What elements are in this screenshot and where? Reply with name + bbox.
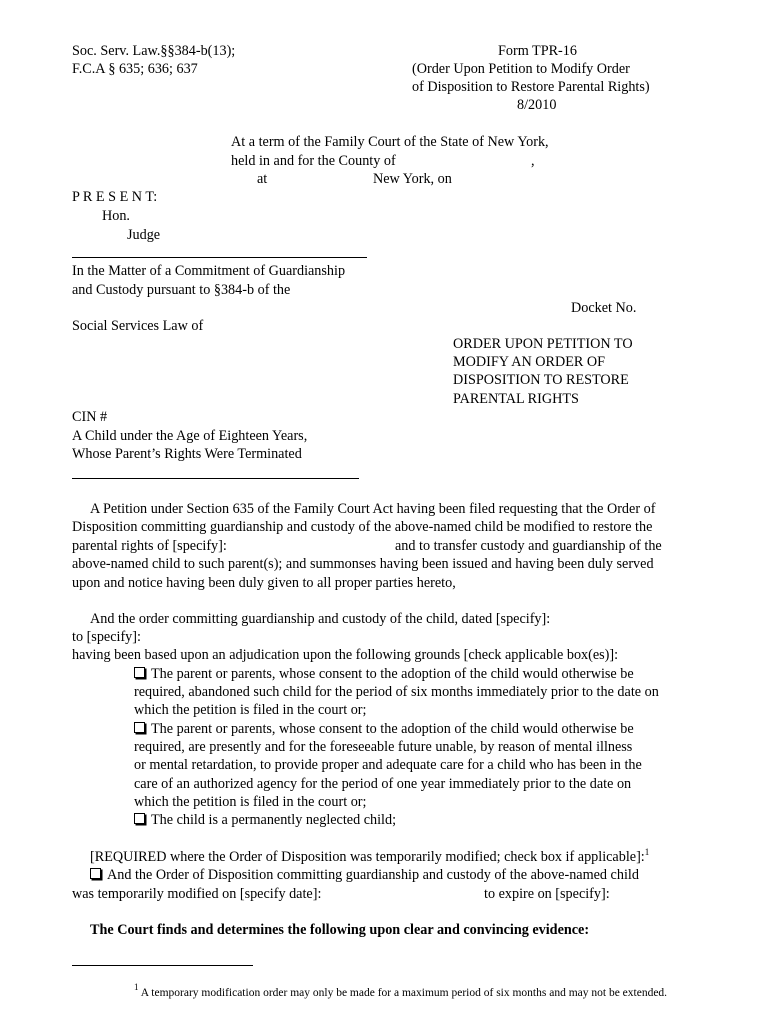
form-date: 8/2010 [517, 97, 557, 113]
footnote-reference: 1 [644, 847, 650, 857]
footnote-rule [72, 965, 253, 966]
checkbox-ground-permanent-neglect[interactable] [134, 813, 145, 824]
temporary-modification-line-2a: was temporarily modified on [specify date]: [72, 886, 322, 902]
child-line-1: A Child under the Age of Eighteen Years, [72, 428, 308, 444]
court-term-line-1: At a term of the Family Court of the State of New York, [231, 134, 549, 150]
checkbox-ground-abandonment[interactable] [134, 667, 145, 678]
ground-mental-illness-line-3: or mental retardation, to provide proper and adequate care for a child who has been in the [134, 757, 642, 773]
ground-mental-illness-line-2: required, are presently and for the foreseeable future unable, by reason of mental illness [134, 739, 633, 755]
form-title-line-1: (Order Upon Petition to Modify Order [412, 61, 630, 77]
matter-line-1: In the Matter of a Commitment of Guardianship [72, 263, 346, 279]
docket-number-label: Docket No. [571, 300, 637, 316]
ground-abandonment-line-2: required, abandoned such child for the period of six months immediately prior to the date on [134, 684, 659, 700]
order-title-line-4: PARENTAL RIGHTS [453, 391, 579, 407]
petition-paragraph-line-4: above-named child to such parent(s); and summonses having been issued and having been duly served [72, 556, 654, 572]
ground-mental-illness-line-4: care of an authorized agency for the period of one year immediately prior to the date on [134, 776, 632, 792]
temporary-modification-line-1 [90, 866, 639, 885]
caption-bottom-rule [72, 478, 359, 479]
form-id: Form TPR-16 [498, 43, 577, 59]
petition-paragraph-line-1: A Petition under Section 635 of the Family Court Act having been filed requesting that the Order of [90, 501, 656, 517]
footnote [134, 984, 667, 1003]
present-hon: Hon. [102, 208, 130, 224]
petition-paragraph-line-5: upon and notice having been duly given to all proper parties hereto, [72, 575, 456, 591]
checkbox-temporary-modification[interactable] [90, 868, 101, 879]
present-label: P R E S E N T: [72, 189, 158, 205]
statute-citation-1: Soc. Serv. Law.§§384-b(13); [72, 43, 236, 59]
court-term-new-york: New York, on [373, 171, 452, 187]
cin-label: CIN # [72, 409, 108, 425]
order-paragraph-line-3: having been based upon an adjudication upon the following grounds [check applicable box(es)]: [72, 647, 619, 663]
temporary-modification-text: And the Order of Disposition committing guardianship and custody of the above-named child [107, 867, 639, 883]
ground-abandonment-line-3: which the petition is filed in the court or; [134, 702, 367, 718]
court-term-at: at [257, 171, 268, 187]
court-term-comma: , [531, 153, 535, 169]
present-judge: Judge [127, 227, 161, 243]
footnote-marker: 1 [134, 982, 139, 992]
petition-paragraph-line-3b: and to transfer custody and guardianship of the [395, 538, 662, 554]
ground-mental-illness-line-1: The parent or parents, whose consent to the adoption of the child would otherwise be [151, 721, 634, 737]
ground-permanent-neglect-text: The child is a permanently neglected child; [151, 812, 397, 828]
caption-top-rule [72, 257, 367, 258]
checkbox-ground-mental-illness[interactable] [134, 722, 145, 733]
form-title-line-2: of Disposition to Restore Parental Rights) [412, 79, 650, 95]
petition-paragraph-line-3a: parental rights of [specify]: [72, 538, 227, 554]
matter-line-3: Social Services Law of [72, 318, 204, 334]
order-title-line-3: DISPOSITION TO RESTORE [453, 372, 629, 388]
petition-paragraph-line-2: Disposition committing guardianship and custody of the above-named child be modified to restore the [72, 519, 653, 535]
order-title-line-1: ORDER UPON PETITION TO [453, 336, 633, 352]
order-title-line-2: MODIFY AN ORDER OF [453, 354, 606, 370]
ground-mental-illness [134, 720, 634, 739]
matter-line-2: and Custody pursuant to §384-b of the [72, 282, 291, 298]
footnote-text: A temporary modification order may only be made for a maximum period of six months and may not be extended. [140, 987, 668, 999]
required-note [90, 848, 649, 867]
child-line-2: Whose Parent’s Rights Were Terminated [72, 446, 302, 462]
ground-abandonment-line-1: The parent or parents, whose consent to the adoption of the child would otherwise be [151, 666, 634, 682]
required-note-text: [REQUIRED where the Order of Disposition was temporarily modified; check box if applicable]: [90, 849, 645, 865]
order-paragraph-line-1: And the order committing guardianship and custody of the child, dated [specify]: [90, 611, 551, 627]
order-paragraph-line-2: to [specify]: [72, 629, 141, 645]
temporary-modification-line-2b: to expire on [specify]: [484, 886, 610, 902]
ground-abandonment [134, 665, 634, 684]
ground-mental-illness-line-5: which the petition is filed in the court or; [134, 794, 367, 810]
ground-permanent-neglect [134, 811, 396, 830]
statute-citation-2: F.C.A § 635; 636; 637 [72, 61, 198, 77]
court-term-line-2: held in and for the County of [231, 153, 396, 169]
court-finding-heading: The Court finds and determines the following upon clear and convincing evidence: [90, 922, 590, 938]
